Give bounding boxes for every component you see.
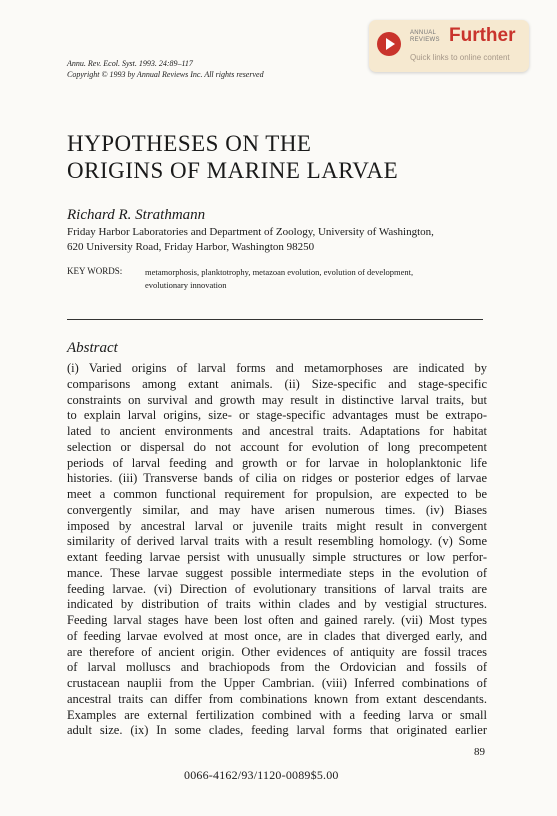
abstract-line: comparisons among extant animals. (ii) Size-specific and stage-specific [67,376,487,391]
abstract-line: (i) Varied origins of larval forms and metamorphoses are indicated by [67,361,487,375]
abstract-line: adult size. (ix) In some clades, feeding larval forms that originated earlier [67,723,487,738]
abstract-line: of larval molluscs and brachiopods from the Ordovician and fossils of [67,660,487,675]
brand-line-annual: ANNUAL [410,30,437,36]
article-title [67,130,398,184]
section-divider [67,319,483,320]
abstract-line: similarity of derived larval traits with a result resembling homology. (v) Some [67,534,487,549]
further-banner[interactable] [369,20,529,72]
banner-subtitle: Quick links to online content [410,53,510,62]
abstract-line: mance. These larvae suggest possible intermediate steps in the evolution of [67,565,487,580]
affiliation [67,225,434,255]
keywords-line-2: evolutionary innovation [145,280,227,290]
abstract-line: are therefore of ancient origin. Other evidences of antiquity are fossil traces [67,644,487,659]
play-icon [377,32,401,56]
journal-citation: Annu. Rev. Ecol. Syst. 1993. 24:89–117 [67,59,193,68]
abstract-line: to explain larval origins, size- or stage-specific advantages must be extrapo- [67,408,487,423]
abstract-line: meet a common functional requirement for propulsion, are expected to be [67,487,487,501]
abstract-line: extant feeding larvae persist with unusually simple structures or low perfor- [67,550,487,564]
abstract-line: ancestral traits can differ from combinations known from extant descendants. [67,691,487,706]
brand-further: Further [449,25,516,46]
abstract-line: imposed by ancestral larval or juvenile traits might result in convergent [67,518,487,533]
abstract-line: histories. (iii) Transverse bands of cilia on ridges or posterior edges of larvae [67,471,487,486]
keywords-line-1: metamorphosis, planktotrophy, metazoan evolution, evolution of development, [145,267,414,277]
abstract-line: Feeding larval stages have been lost often and gained rarely. (vii) Most types [67,613,487,627]
abstract-line: lated to ancient environments and ancestral traits. Adaptations for habitat [67,424,487,438]
abstract-line: selection or dispersal do not account for evolution of long precompetent [67,439,487,454]
journal-header [67,58,264,80]
keywords-list [145,266,490,292]
abstract-line: feeding larvae. (vi) Direction of evolutionary transitions of larval traits are [67,581,487,596]
brand-label [410,30,440,44]
abstract-line: indicated by distribution of traits within clades and by vestigial structures. [67,597,487,612]
abstract-heading: Abstract [67,340,118,356]
abstract-line: periods of larval feeding and growth or for larvae in holoplanktonic life [67,455,487,470]
brand-line-reviews: REVIEWS [410,37,440,43]
abstract-line: of feeding larvae evolved at most once, are in clades that diverged early, and [67,628,487,643]
affiliation-line-2: 620 University Road, Friday Harbor, Washington 98250 [67,241,315,253]
title-line-1: HYPOTHESES ON THE [67,131,312,156]
abstract-line: crustacean nauplii from the Upper Cambrian. (viii) Inferred combinations of [67,676,487,690]
copyright-notice: Copyright © 1993 by Annual Reviews Inc. All rights reserved [67,70,264,79]
author-name: Richard R. Strathmann [67,207,206,223]
keywords-label: KEY WORDS: [67,266,123,276]
page-number: 89 [474,746,485,758]
footer-code: 0066-4162/93/1120-0089$5.00 [184,768,339,782]
affiliation-line-1: Friday Harbor Laboratories and Department of Zoology, University of Washington, [67,226,434,238]
abstract-line: convergently similar, and may have arisen numerous times. (iv) Biases [67,502,487,517]
abstract-line: constraints on survival and growth may result in distinctive larval traits, but [67,392,487,407]
title-line-2: ORIGINS OF MARINE LARVAE [67,158,399,183]
abstract-body [67,361,487,739]
abstract-line: Examples are external fertilization combined with a feeding larva or small [67,707,487,722]
